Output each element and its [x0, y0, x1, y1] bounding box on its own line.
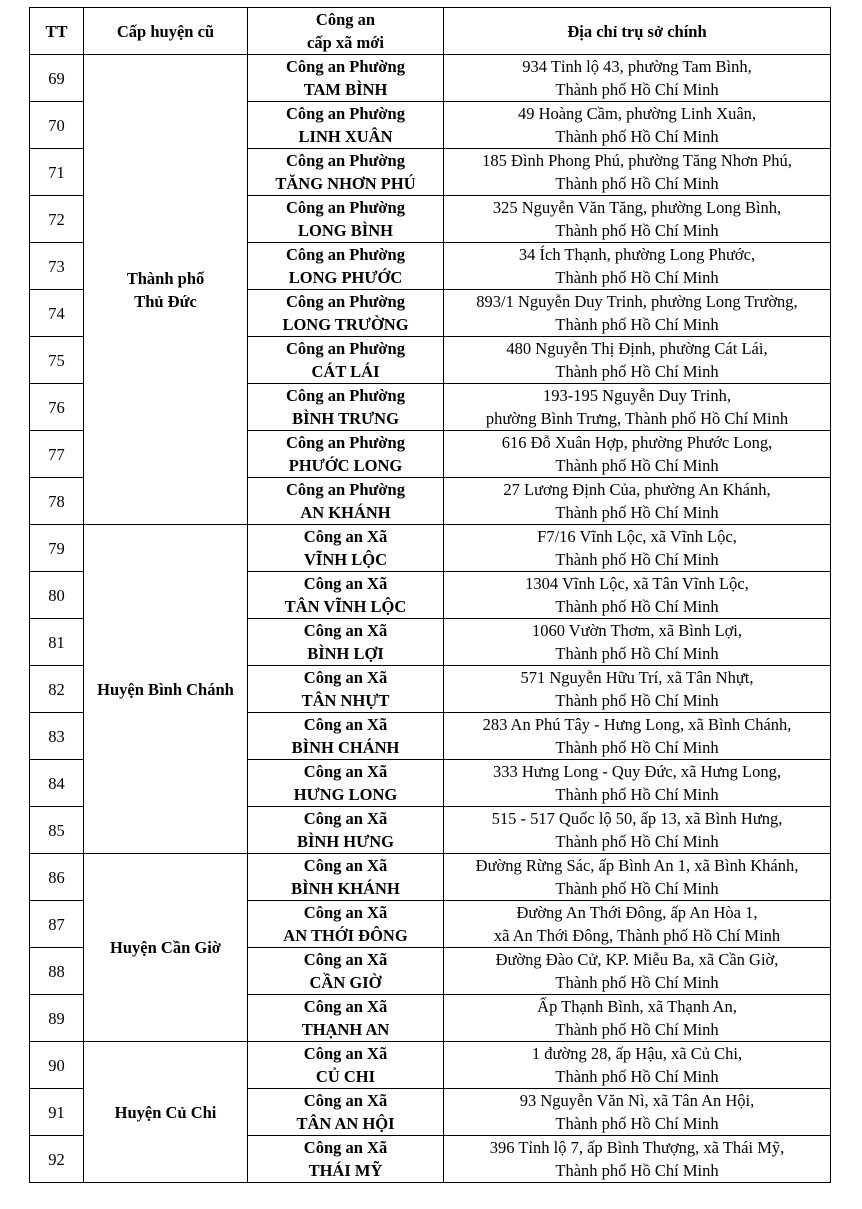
- row-number: 71: [30, 149, 84, 196]
- new-commune-police-cell: [248, 102, 444, 149]
- header-old-district: Cấp huyện cũ: [84, 8, 248, 55]
- address-line2: Thành phố Hồ Chí Minh: [555, 738, 719, 757]
- address-line2: Thành phố Hồ Chí Minh: [555, 879, 719, 898]
- address-line1: F7/16 Vĩnh Lộc, xã Vĩnh Lộc,: [537, 527, 737, 546]
- header-row: [30, 8, 831, 55]
- row-number: 79: [30, 525, 84, 572]
- address-line1: 93 Nguyễn Văn Nì, xã Tân An Hội,: [519, 1091, 755, 1110]
- headquarters-address-cell: [444, 854, 831, 901]
- police-unit-type: Công an Phường: [286, 292, 405, 311]
- row-number: 88: [30, 948, 84, 995]
- police-unit-name: CẦN GIỜ: [309, 973, 382, 992]
- police-unit-type: Công an Xã: [303, 1044, 388, 1063]
- address-line1: Đường Đào Cử, KP. Miễu Ba, xã Cần Giờ,: [495, 950, 779, 969]
- police-unit-name: BÌNH TRƯNG: [292, 409, 399, 428]
- address-line2: Thành phố Hồ Chí Minh: [555, 80, 719, 99]
- police-unit-type: Công an Phường: [286, 386, 405, 405]
- police-unit-name: BÌNH KHÁNH: [291, 879, 400, 898]
- address-line1: 283 An Phú Tây - Hưng Long, xã Bình Chánh,: [482, 715, 792, 734]
- row-number: 74: [30, 290, 84, 337]
- headquarters-address-cell: [444, 666, 831, 713]
- headquarters-address-cell: [444, 384, 831, 431]
- headquarters-address-cell: [444, 149, 831, 196]
- police-unit-type: Công an Xã: [303, 903, 388, 922]
- police-unit-name: THẠNH AN: [301, 1020, 390, 1039]
- headquarters-address-cell: [444, 619, 831, 666]
- new-commune-police-cell: [248, 196, 444, 243]
- headquarters-address-cell: [444, 337, 831, 384]
- new-commune-police-cell: [248, 901, 444, 948]
- address-line1: 1 đường 28, ấp Hậu, xã Củ Chi,: [531, 1044, 743, 1063]
- address-line1: 185 Đình Phong Phú, phường Tăng Nhơn Phú,: [482, 151, 792, 170]
- row-number: 77: [30, 431, 84, 478]
- police-unit-name: TAM BÌNH: [303, 80, 388, 99]
- headquarters-address-cell: [444, 243, 831, 290]
- address-line1: 480 Nguyễn Thị Định, phường Cát Lái,: [506, 339, 768, 358]
- address-line2: Thành phố Hồ Chí Minh: [555, 456, 719, 475]
- headquarters-address-cell: [444, 196, 831, 243]
- row-number: 78: [30, 478, 84, 525]
- old-district-cell: [84, 854, 248, 1042]
- police-unit-name: PHƯỚC LONG: [288, 456, 403, 475]
- address-line1: 27 Lương Định Của, phường An Khánh,: [503, 480, 771, 499]
- address-line2: Thành phố Hồ Chí Minh: [555, 174, 719, 193]
- police-unit-type: Công an Xã: [303, 762, 388, 781]
- police-unit-name: AN THỚI ĐÔNG: [283, 926, 408, 945]
- address-line1: 1060 Vườn Thơm, xã Bình Lợi,: [531, 621, 743, 640]
- row-number: 86: [30, 854, 84, 901]
- row-number: 75: [30, 337, 84, 384]
- row-number: 91: [30, 1089, 84, 1136]
- police-unit-name: LONG BÌNH: [298, 221, 393, 240]
- address-line2: Thành phố Hồ Chí Minh: [555, 1067, 719, 1086]
- new-commune-police-cell: [248, 384, 444, 431]
- row-number: 84: [30, 760, 84, 807]
- police-address-table: [29, 7, 831, 1183]
- header-tt: TT: [30, 8, 84, 55]
- table-row: [30, 1042, 831, 1089]
- headquarters-address-cell: [444, 1089, 831, 1136]
- address-line2: Thành phố Hồ Chí Minh: [555, 550, 719, 569]
- address-line2: phường Bình Trưng, Thành phố Hồ Chí Minh: [485, 409, 789, 428]
- new-commune-police-cell: [248, 55, 444, 102]
- address-line2: Thành phố Hồ Chí Minh: [555, 221, 719, 240]
- old-district-cell: [84, 55, 248, 525]
- header-new-commune-police: [248, 8, 444, 55]
- new-commune-police-cell: [248, 995, 444, 1042]
- headquarters-address-cell: [444, 807, 831, 854]
- new-commune-police-cell: [248, 619, 444, 666]
- new-commune-police-cell: [248, 1089, 444, 1136]
- new-commune-police-cell: [248, 478, 444, 525]
- row-number: 69: [30, 55, 84, 102]
- headquarters-address-cell: [444, 995, 831, 1042]
- address-line2: Thành phố Hồ Chí Minh: [555, 1114, 719, 1133]
- police-unit-name: TÂN AN HỘI: [296, 1114, 395, 1133]
- address-line2: Thành phố Hồ Chí Minh: [555, 1161, 719, 1180]
- headquarters-address-cell: [444, 572, 831, 619]
- address-line2: Thành phố Hồ Chí Minh: [555, 503, 719, 522]
- new-commune-police-cell: [248, 525, 444, 572]
- police-unit-name: THÁI MỸ: [308, 1161, 383, 1180]
- old-district-cell: [84, 1042, 248, 1183]
- address-line2: Thành phố Hồ Chí Minh: [555, 785, 719, 804]
- table-body: [30, 55, 831, 1183]
- address-line2: Thành phố Hồ Chí Minh: [555, 644, 719, 663]
- police-unit-name: BÌNH HƯNG: [296, 832, 395, 851]
- old-district-cell: [84, 525, 248, 854]
- police-unit-type: Công an Phường: [286, 57, 405, 76]
- new-commune-police-cell: [248, 666, 444, 713]
- address-line1: 49 Hoàng Cầm, phường Linh Xuân,: [517, 104, 757, 123]
- address-line2: Thành phố Hồ Chí Minh: [555, 362, 719, 381]
- police-unit-type: Công an Xã: [303, 527, 388, 546]
- row-number: 90: [30, 1042, 84, 1089]
- police-unit-type: Công an Xã: [303, 1091, 388, 1110]
- police-unit-name: TÂN NHỰT: [301, 691, 390, 710]
- police-unit-name: TĂNG NHƠN PHÚ: [275, 174, 416, 193]
- police-unit-name: LONG PHƯỚC: [288, 268, 403, 287]
- headquarters-address-cell: [444, 55, 831, 102]
- address-line1: Đường An Thới Đông, ấp An Hòa 1,: [516, 903, 758, 922]
- police-unit-name: HƯNG LONG: [293, 785, 398, 804]
- row-number: 73: [30, 243, 84, 290]
- address-line1: 333 Hưng Long - Quy Đức, xã Hưng Long,: [492, 762, 782, 781]
- table-row: [30, 525, 831, 572]
- header-police-line2: cấp xã mới: [307, 33, 384, 52]
- police-unit-type: Công an Phường: [286, 104, 405, 123]
- police-unit-name: TÂN VĨNH LỘC: [284, 597, 407, 616]
- address-line2: Thành phố Hồ Chí Minh: [555, 691, 719, 710]
- headquarters-address-cell: [444, 525, 831, 572]
- police-unit-type: Công an Phường: [286, 480, 405, 499]
- district-name-line1: Huyện Củ Chi: [114, 1102, 217, 1122]
- row-number: 83: [30, 713, 84, 760]
- address-line2: Thành phố Hồ Chí Minh: [555, 973, 719, 992]
- headquarters-address-cell: [444, 102, 831, 149]
- police-unit-type: Công an Xã: [303, 574, 388, 593]
- new-commune-police-cell: [248, 1136, 444, 1183]
- district-name-line1: Huyện Bình Chánh: [97, 679, 234, 699]
- address-line1: 1304 Vĩnh Lộc, xã Tân Vĩnh Lộc,: [525, 574, 749, 593]
- police-unit-name: BÌNH LỢI: [307, 644, 384, 663]
- new-commune-police-cell: [248, 807, 444, 854]
- police-unit-name: AN KHÁNH: [300, 503, 391, 522]
- police-unit-type: Công an Phường: [286, 198, 405, 217]
- headquarters-address-cell: [444, 1136, 831, 1183]
- new-commune-police-cell: [248, 431, 444, 478]
- police-unit-name: LINH XUÂN: [298, 127, 393, 146]
- row-number: 85: [30, 807, 84, 854]
- address-line2: Thành phố Hồ Chí Minh: [555, 268, 719, 287]
- police-unit-type: Công an Phường: [286, 433, 405, 452]
- row-number: 80: [30, 572, 84, 619]
- address-line2: Thành phố Hồ Chí Minh: [555, 597, 719, 616]
- row-number: 89: [30, 995, 84, 1042]
- police-unit-type: Công an Xã: [303, 809, 388, 828]
- new-commune-police-cell: [248, 149, 444, 196]
- address-line1: 325 Nguyễn Văn Tăng, phường Long Bình,: [492, 198, 782, 217]
- district-name-line2: Thủ Đức: [134, 291, 197, 311]
- address-line1: Ấp Thạnh Bình, xã Thạnh An,: [537, 997, 737, 1016]
- headquarters-address-cell: [444, 290, 831, 337]
- police-unit-name: CỦ CHI: [315, 1067, 376, 1086]
- police-unit-name: BÌNH CHÁNH: [291, 738, 400, 757]
- police-unit-type: Công an Xã: [303, 715, 388, 734]
- address-line2: xã An Thới Đông, Thành phố Hồ Chí Minh: [493, 926, 781, 945]
- district-name-line1: Huyện Cần Giờ: [110, 938, 221, 957]
- row-number: 92: [30, 1136, 84, 1183]
- headquarters-address-cell: [444, 948, 831, 995]
- address-line2: Thành phố Hồ Chí Minh: [555, 1020, 719, 1039]
- new-commune-police-cell: [248, 572, 444, 619]
- police-unit-name: LONG TRƯỜNG: [282, 315, 409, 334]
- address-line2: Thành phố Hồ Chí Minh: [555, 832, 719, 851]
- police-unit-type: Công an Xã: [303, 997, 388, 1016]
- address-line1: 934 Tỉnh lộ 43, phường Tam Bình,: [522, 57, 752, 76]
- row-number: 81: [30, 619, 84, 666]
- row-number: 87: [30, 901, 84, 948]
- police-unit-type: Công an Phường: [286, 151, 405, 170]
- district-name-line1: Thành phố: [126, 268, 205, 288]
- new-commune-police-cell: [248, 760, 444, 807]
- table-row: [30, 55, 831, 102]
- address-line2: Thành phố Hồ Chí Minh: [555, 127, 719, 146]
- row-number: 70: [30, 102, 84, 149]
- new-commune-police-cell: [248, 713, 444, 760]
- new-commune-police-cell: [248, 243, 444, 290]
- address-line1: 193-195 Nguyễn Duy Trinh,: [543, 386, 731, 405]
- headquarters-address-cell: [444, 760, 831, 807]
- police-unit-type: Công an Xã: [303, 856, 388, 875]
- address-line2: Thành phố Hồ Chí Minh: [555, 315, 719, 334]
- police-unit-type: Công an Xã: [303, 668, 388, 687]
- new-commune-police-cell: [248, 337, 444, 384]
- police-unit-type: Công an Xã: [303, 950, 388, 969]
- row-number: 76: [30, 384, 84, 431]
- table-row: [30, 854, 831, 901]
- address-line1: 571 Nguyễn Hữu Trí, xã Tân Nhựt,: [520, 668, 754, 687]
- new-commune-police-cell: [248, 290, 444, 337]
- police-unit-name: VĨNH LỘC: [304, 550, 387, 569]
- headquarters-address-cell: [444, 1042, 831, 1089]
- new-commune-police-cell: [248, 948, 444, 995]
- address-line1: 893/1 Nguyễn Duy Trinh, phường Long Trường,: [476, 292, 798, 311]
- address-line1: Đường Rừng Sác, ấp Bình An 1, xã Bình Khánh,: [475, 856, 799, 875]
- row-number: 72: [30, 196, 84, 243]
- police-unit-type: Công an Xã: [303, 1138, 388, 1157]
- address-line1: 34 Ích Thạnh, phường Long Phước,: [518, 245, 756, 264]
- headquarters-address-cell: [444, 901, 831, 948]
- headquarters-address-cell: [444, 713, 831, 760]
- police-unit-type: Công an Phường: [286, 339, 405, 358]
- new-commune-police-cell: [248, 1042, 444, 1089]
- headquarters-address-cell: [444, 431, 831, 478]
- police-unit-type: Công an Xã: [303, 621, 388, 640]
- new-commune-police-cell: [248, 854, 444, 901]
- row-number: 82: [30, 666, 84, 713]
- header-police-line1: Công an: [315, 10, 376, 29]
- address-line1: 396 Tỉnh lộ 7, ấp Bình Thượng, xã Thái Mỹ,: [489, 1138, 785, 1157]
- address-line1: 515 - 517 Quốc lộ 50, ấp 13, xã Bình Hưng,: [491, 809, 783, 828]
- address-line1: 616 Đỗ Xuân Hợp, phường Phước Long,: [501, 433, 773, 452]
- headquarters-address-cell: [444, 478, 831, 525]
- police-unit-name: CÁT LÁI: [311, 362, 380, 381]
- header-address: Địa chỉ trụ sở chính: [444, 8, 831, 55]
- police-unit-type: Công an Phường: [286, 245, 405, 264]
